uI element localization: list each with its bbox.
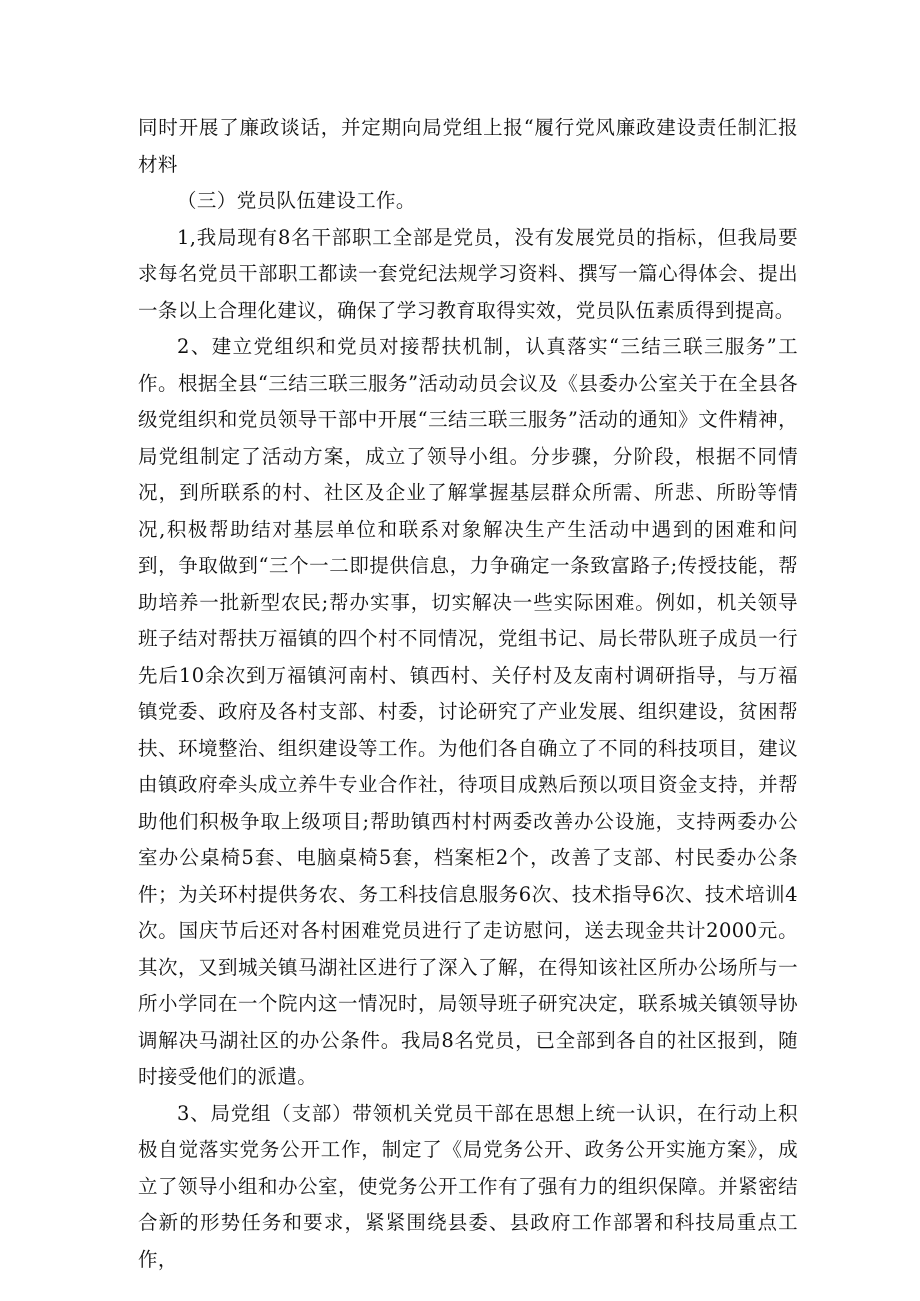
section-heading-party-member-team: （三）党员队伍建设工作。 xyxy=(177,189,416,212)
paragraph-item-1: 1,我局现有8名干部职工全部是党员，没有发展党员的指标，但我局要求每名党员干部职工都读一套党纪法规学习资料、撰写一篇心得体会、提出一条以上合理化建议，确保了学习教育取得实效，党员队伍素质得到提高。 xyxy=(138,225,798,322)
paragraph-item-3: 3、局党组（支部）带领机关党员干部在思想上统一认识，在行动上积极自觉落实党务公开工作，制定了《局党务公开、政务公开实施方案》，成立了领导小组和办公室，使党务公开工作有了强有力的组织保障。并紧密结合新的形势任务和要求，紧紧围绕县委、县政府工作部署和科技局重点工作， xyxy=(138,1101,798,1271)
paragraph-item-2: 2、建立党组织和党员对接帮扶机制，认真落实“三结三联三服务”工作。根据全县“三结三联三服务”活动动员会议及《县委办公室关于在全县各级党组织和党员领导干部中开展“三结三联三服务”活动的通知》文件精神，局党组制定了活动方案，成立了领导小组。分步骤，分阶段，根据不同情况，到所联系的村、社区及企业了解掌握基层群众所需、所悲、所盼等情况,积极帮助结对基层单位和联系对象解决生产生活动中遇到的困难和问到，争取做到“三个一二即提供信息，力争确定一条致富路子;传授技能，帮助培养一批新型农民;帮办实事，切实解决一些实际困难。例如，机关领导班子结对帮扶万福镇的四个村不同情况，党组书记、局长带队班子成员一行先后10余次到万福镇河南村、镇西村、关仔村及友南村调研指导，与万福镇党委、政府及各村支部、村委，讨论研究了产业发展、组织建设，贫困帮扶、环境整治、组织建设等工作。为他们各自确立了不同的科技项目，建议由镇政府牵头成立养牛专业合作社，待项目成熟后预以项目资金支持，并帮助他们积极争取上级项目;帮助镇西村村两委改善办公设施，支持两委办公室办公桌椅5套、电脑桌椅5套，档案柜2个，改善了支部、村民委办公条件；为关环村提供务农、务工科技信息服务6次、技术指导6次、技术培训4次。国庆节后还对各村困难党员进行了走访慰问，送去现金共计2000元。其次，又到城关镇马湖社区进行了深入了解，在得知该社区所办公场所与一所小学同在一个院内这一情况时，局领导班子研究决定，联系城关镇领导协调解决马湖社区的办公条件。我局8名党员，已全部到各自的社区报到，随时接受他们的派遣。 xyxy=(138,335,798,1088)
document-body xyxy=(138,110,798,1278)
paragraph-continuation: 同时开展了廉政谈话，并定期向局党组上报“履行党风廉政建设责任制汇报材料 xyxy=(138,116,798,176)
